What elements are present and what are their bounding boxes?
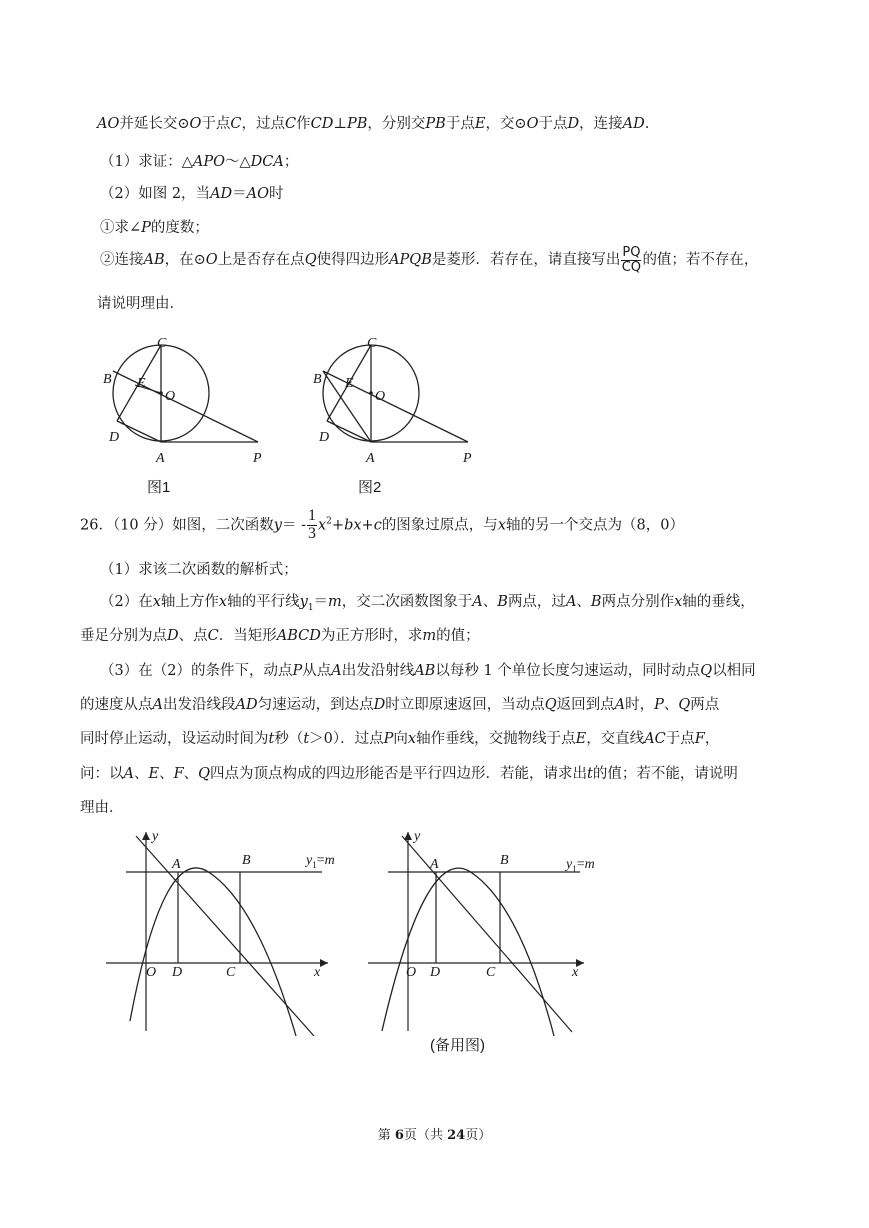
parabola-graph-1 xyxy=(100,826,340,1036)
point-D-label: D xyxy=(172,965,183,980)
point-C-label: C xyxy=(486,965,496,980)
parabola-graph-2 xyxy=(362,826,602,1036)
q25-sub2c: 请说明理由． xyxy=(97,296,184,312)
axis-y-label: y xyxy=(152,829,159,844)
label-C: C xyxy=(367,336,377,351)
q26-s2b: 垂足分别为点D、点C．当矩形ABCD为正方形时，求m的值； xyxy=(80,628,480,644)
label-B: B xyxy=(313,372,322,387)
axis-x-label: x xyxy=(314,965,321,980)
q25-sub2a: ①求∠P的度数； xyxy=(100,220,209,236)
q25-sub1: （1）求证：△APO～△DCA； xyxy=(100,154,299,170)
label-E: E xyxy=(137,376,146,391)
q26-s2a: （2）在x轴上方作x轴的平行线$y_1=m$，交二次函数图象于A、B两点，过A、B两点分别作x轴的垂线， xyxy=(100,594,755,613)
label-A: A xyxy=(366,451,375,466)
q26-s3e: 理由． xyxy=(80,800,124,816)
origin-label: O xyxy=(146,965,157,980)
q26-s3c: 同时停止运动，设运动时间为t秒（t＞0）．过点P向x轴作垂线，交抛物线于点E，交直线AC于点F， xyxy=(80,731,720,747)
q26-s3a: （3）在（2）的条件下，动点P从点A出发沿射线AB以每秒 1 个单位长度匀速运动，同时动点Q以相同 xyxy=(100,663,756,679)
label-O: O xyxy=(165,389,176,404)
origin-label: O xyxy=(406,965,417,980)
label-P: P xyxy=(463,451,472,466)
q26-s1: （1）求该二次函数的解析式； xyxy=(100,562,298,578)
figure-2-caption: 图2 xyxy=(358,479,382,496)
line-y1-label: $y_1=m$ xyxy=(306,853,335,870)
figure-1-circle xyxy=(95,335,275,470)
axis-y-label: y xyxy=(414,829,421,844)
point-B-label: B xyxy=(500,853,509,868)
figure-2-circle xyxy=(305,335,485,470)
line-y1-label: $y_1=m$ xyxy=(566,857,595,874)
label-O: O xyxy=(375,389,386,404)
q26-s3d: 问：以A、E、F、Q四点为顶点构成的四边形能否是平行四边形．若能，请求出t的值；若不能，请说明 xyxy=(80,766,738,782)
point-A-label: A xyxy=(172,857,181,872)
label-C: C xyxy=(157,336,167,351)
q25-line0: AO并延长交⊙O于点C，过点C作CD⊥PB，分别交PB于点E，交⊙O于点D，连接AD. xyxy=(97,116,650,132)
figure-1-caption: 图1 xyxy=(147,479,171,496)
spare-figure-caption: (备用图) xyxy=(430,1037,485,1054)
label-D: D xyxy=(109,430,120,445)
page-footer: 第 6页（共 24页） xyxy=(377,1128,492,1143)
q25-sub2: （2）如图 2，当AD＝AO时 xyxy=(100,186,284,202)
point-B-label: B xyxy=(242,853,251,868)
point-D-label: D xyxy=(430,965,441,980)
q25-sub2b: ②连接AB，在⊙O上是否存在点Q使得四边形APQB是菱形．若存在，请直接写出 $\frac{PQ}{CQ}$ 的值；若不存在， xyxy=(100,245,759,275)
one-third-fraction: $\frac{1}{3}$ xyxy=(307,507,316,542)
q26-s3b: 的速度从点A出发沿线段AD匀速运动，到达点D时立即原速返回，当动点Q返回到点A时，P、Q两点 xyxy=(80,697,720,713)
q26-head: 26．（10 分）如图，二次函数y＝ - $\frac{1}{3}$ $x^2+bx+c$的图象过原点，与x轴的另一个交点为（8，0） xyxy=(80,507,684,542)
label-B: B xyxy=(103,372,112,387)
pq-cq-fraction: $\frac{PQ}{CQ}$ xyxy=(621,245,642,275)
point-A-label: A xyxy=(430,857,439,872)
label-P: P xyxy=(253,451,262,466)
label-A: A xyxy=(156,451,165,466)
label-D: D xyxy=(319,430,330,445)
label-E: E xyxy=(345,376,354,391)
point-C-label: C xyxy=(226,965,236,980)
axis-x-label: x xyxy=(572,965,579,980)
